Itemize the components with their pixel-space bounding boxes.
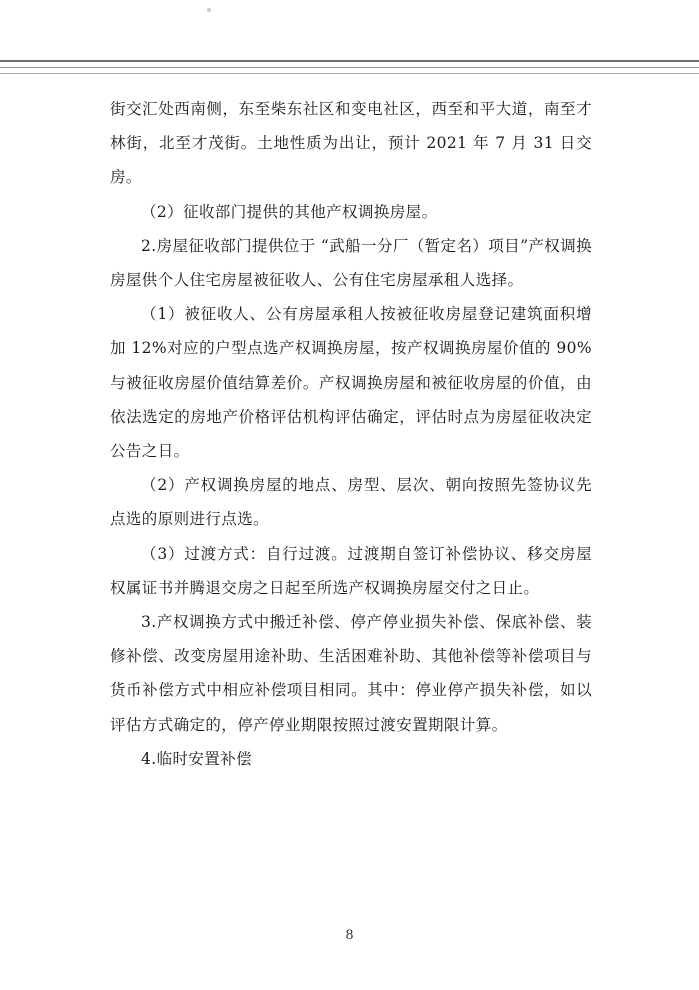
document-body <box>110 92 592 776</box>
paragraph-item-2: （2）产权调换房屋的地点、房型、层次、朝向按照先签协议先点选的原则进行点选。 <box>110 476 592 529</box>
page-number: 8 <box>345 928 354 943</box>
scan-artifact-dot <box>207 8 211 12</box>
paragraph-item-3: （3）过渡方式：自行过渡。过渡期自签订补偿协议、移交房屋权属证书并腾退交房之日起至所选产权调换房屋交付之日止。 <box>110 544 592 597</box>
paragraph-section-4: 4.临时安置补偿 <box>141 749 252 768</box>
paragraph-section-2: 2.房屋征收部门提供位于 “武船一分厂（暂定名）项目”产权调换房屋供个人住宅房屋被征收人、公有住宅房屋承租人选择。 <box>110 236 592 290</box>
paragraph-continuation: 街交汇处西南侧，东至柴东社区和变电社区，西至和平大道，南至才林街，北至才茂街。土地性质为出让，预计 2021 年 7 月 31 日交房。 <box>110 100 592 187</box>
paragraph-item-1: （1）被征收人、公有房屋承租人按被征收房屋登记建筑面积增加 12%对应的户型点选产权调换房屋，按产权调换房屋价值的 90%与被征收房屋价值结算差价。产权调换房屋和被征收房屋的价值，由依法选定的房地产价格评估机构评估确定，评估时点为房屋征收决定公告之日。 <box>110 305 592 461</box>
header-rule-top <box>0 60 699 62</box>
paragraph-section-3: 3.产权调换方式中搬迁补偿、停产停业损失补偿、保底补偿、装修补偿、改变房屋用途补助、生活困难补助、其他补偿等补偿项目与货币补偿方式中相应补偿项目相同。其中：停业停产损失补偿，如以评估方式确定的，停产停业期限按照过渡安置期限计算。 <box>110 613 592 734</box>
header-rule-middle <box>0 67 699 68</box>
header-rule-bottom <box>0 73 699 74</box>
paragraph-item-2-2: （2）征收部门提供的其他产权调换房屋。 <box>141 202 438 221</box>
